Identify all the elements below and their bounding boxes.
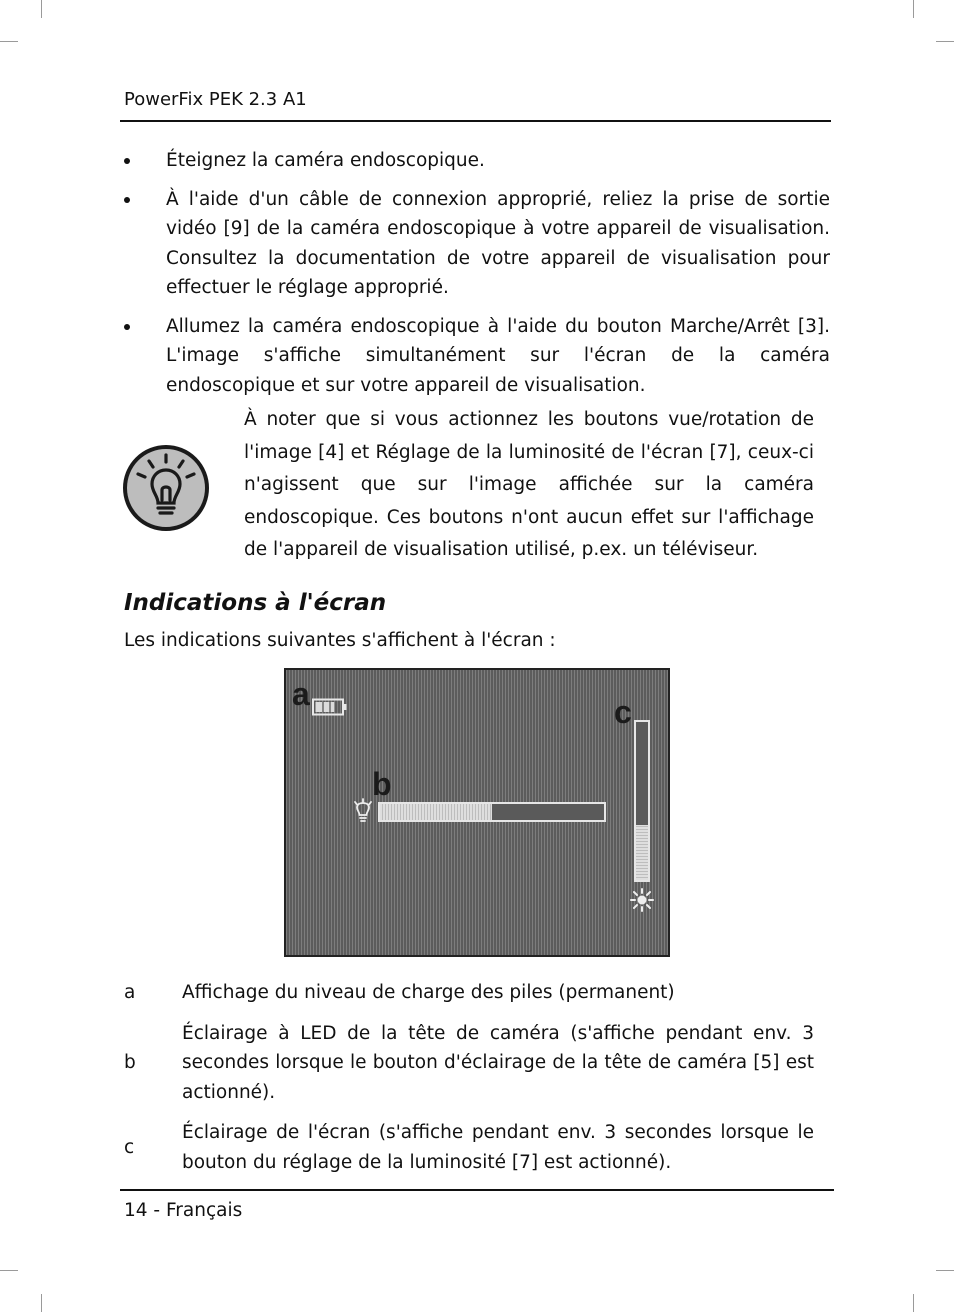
legend-letter: a	[124, 982, 136, 1003]
led-level-bar	[378, 802, 606, 822]
screen-legend	[124, 978, 814, 1177]
section-intro: Les indications suivantes s'affichent à l'écran :	[124, 630, 556, 651]
led-bulb-icon	[352, 798, 374, 822]
list-item-text: Allumez la caméra endoscopique à l'aide du bouton Marche/Arrêt [3]. L'image s'affiche simultanément sur l'écran de la caméra endoscopique et sur votre appareil de visualisation.	[166, 315, 830, 396]
legend-letter: c	[124, 1136, 135, 1158]
list-item	[124, 146, 830, 176]
bullet-dot-icon	[124, 158, 130, 164]
led-level-fill	[380, 804, 492, 820]
crop-mark	[936, 41, 954, 42]
camera-screen-illustration	[284, 668, 670, 957]
crop-mark	[913, 1294, 914, 1312]
screen-label-a: a	[292, 676, 310, 712]
legend-description: Éclairage de l'écran (s'affiche pendant env. 3 secondes lorsque le bouton du réglage de la luminosité [7] est actionné).	[182, 1122, 814, 1173]
header-rule	[120, 120, 831, 122]
crop-mark	[41, 1294, 42, 1312]
legend-letter: b	[124, 1052, 136, 1073]
screen-label-c: c	[614, 694, 632, 730]
screen-label-b: b	[372, 766, 392, 802]
legend-description: Affichage du niveau de charge des piles (permanent)	[182, 982, 675, 1003]
note-text: À noter que si vous actionnez les boutons vue/rotation de l'image [4] et Réglage de la luminosité de l'écran [7], ceux-ci n'agissent que sur l'image affichée sur la caméra endoscopique. Ces boutons n'ont aucun effet sur l'affichage de l'appareil de visualisation utilisé, p.ex. un téléviseur.	[244, 409, 814, 560]
battery-icon	[312, 698, 348, 716]
crop-mark	[0, 1270, 18, 1271]
legend-description: Éclairage à LED de la tête de caméra (s'affiche pendant env. 3 secondes lorsque le bouton d'éclairage de la tête de caméra [5] est actionné).	[182, 1022, 814, 1103]
list-item-text: Éteignez la caméra endoscopique.	[166, 150, 485, 171]
list-item	[124, 312, 830, 401]
footer-rule	[120, 1189, 834, 1191]
legend-row	[124, 1019, 814, 1108]
bullet-dot-icon	[124, 324, 130, 330]
list-item-text: À l'aide d'un câble de connexion approprié, reliez la prise de sortie vidéo [9] de la caméra endoscopique à votre appareil de visualisation. Consultez la documentation de votre appareil de visualisation pour effectuer le réglage approprié.	[166, 188, 830, 298]
crop-mark	[913, 0, 914, 18]
brightness-level-bar	[634, 720, 650, 882]
crop-mark	[41, 0, 42, 18]
battery-level-fill	[316, 702, 335, 712]
crop-mark	[936, 1270, 954, 1271]
list-item	[124, 185, 830, 303]
page-footer: 14 - Français	[124, 1200, 243, 1221]
sun-brightness-icon	[630, 888, 654, 912]
section-heading: Indications à l'écran	[124, 590, 387, 616]
crop-mark	[0, 41, 18, 42]
bullet-dot-icon	[124, 197, 130, 203]
lightbulb-icon	[122, 444, 210, 532]
instruction-list	[124, 146, 830, 409]
legend-row	[124, 978, 814, 1008]
running-header: PowerFix PEK 2.3 A1	[124, 89, 307, 110]
legend-row	[124, 1118, 814, 1177]
brightness-level-fill	[636, 825, 648, 880]
